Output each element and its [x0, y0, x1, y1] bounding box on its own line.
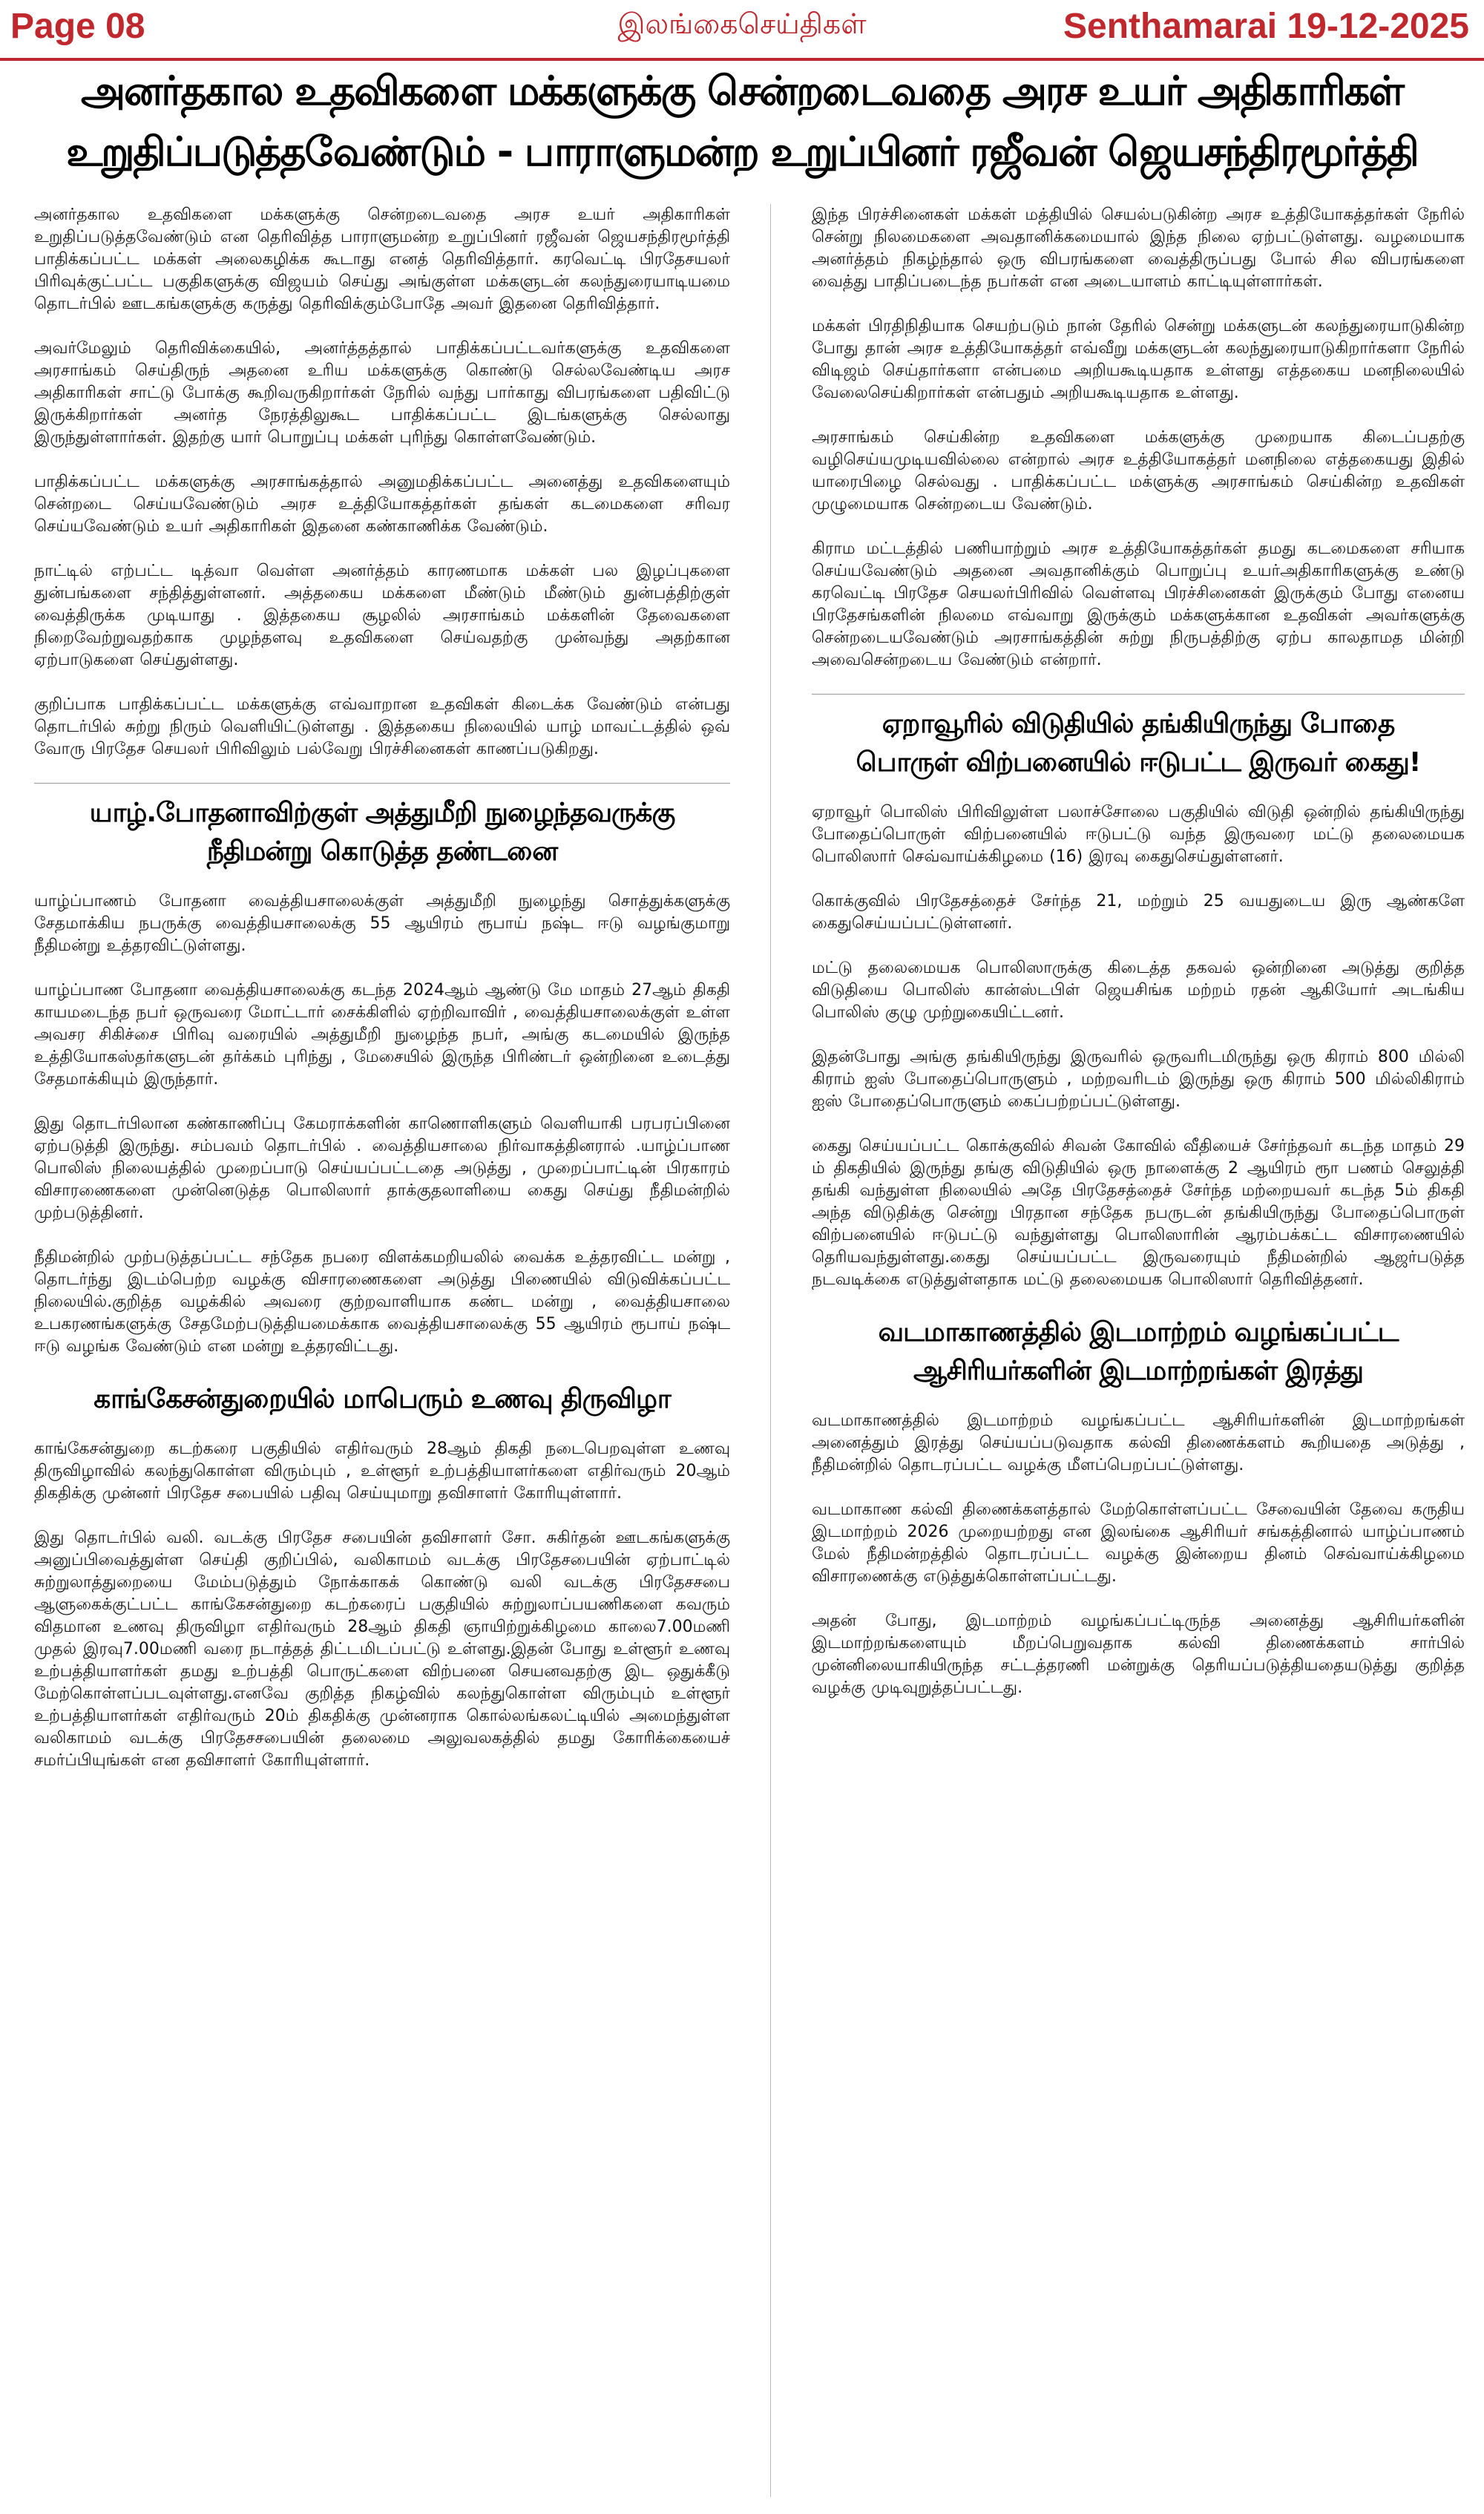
masthead	[0, 0, 1484, 61]
article-paragraph: அரசாங்கம் செய்கின்ற உதவிகளை மக்களுக்கு முறையாக கிடைப்பதற்கு வழிசெய்யமுடியவில்லை என்றால் அரச உத்தியோகத்தர் மனநிலை எத்தகையது இதில் யாரைபிழை செல்வது . பாதிக்கப்பட்ட மக்ளுக்கு அரசாங்கம் செய்கின்ற உதவிகள் முழுமையாக சென்றடைய வேண்டும்.	[812, 428, 1465, 513]
lead-story-part-2	[812, 204, 1465, 672]
lead-headline-line: உறுதிப்படுத்தவேண்டும் - பாராளுமன்ற உறுப்பினர் ரஜீவன் ஜெயசந்திரமூர்த்தி	[66, 128, 1418, 175]
article-paragraph: இதன்போது அங்கு தங்கியிருந்து இருவரில் ஒருவரிடமிருந்து ஒரு கிராம் 800 மில்லி கிராம் ஐஸ் போதைப்பொருளும் , மற்றவரிடம் இருந்து ஒரு கிராம் 500 மில்லிகிராம் ஐஸ் போதைப்பொருளும் கைப்பற்றப்பட்டுள்ளது.	[812, 1048, 1465, 1111]
story-divider	[34, 783, 730, 784]
article-paragraph: காங்கேசன்துறை கடற்கரை பகுதியில் எதிர்வரும் 28ஆம் திகதி நடைபெறவுள்ள உணவு திருவிழாவில் கலந்துகொள்ள விரும்பும் , உள்ளூர் உற்பத்தியாளர்களை எதிர்வரும் 20ஆம் திகதிக்கு முன்னர் பிரதேச சபையில் பதிவு செய்யுமாறு தவிசாளர் கோரியுள்ளார்.	[34, 1440, 730, 1503]
article-paragraph: யாழ்ப்பாணம் போதனா வைத்தியசாலைக்குள் அத்துமீறி நுழைந்து சொத்துக்களுக்கு சேதமாக்கிய நபருக்கு வைத்தியசாலைக்கு 55 ஆயிரம் ரூபாய் நஷ்ட ஈடு வழங்குமாறு நீதிமன்று உத்தரவிட்டுள்ளது.	[34, 892, 730, 955]
article-paragraph: இது தொடர்பில் வலி. வடக்கு பிரதேச சபையின் தவிசாளர் சோ. சுகிர்தன் ஊடகங்களுக்கு அனுப்பிவைத்துள்ள செய்தி குறிப்பில், வலிகாமம் வடக்கு பிரதேசபையின் ஏற்பாட்டில் சுற்றுலாத்துறையை மேம்படுத்தும் நோக்காகக் கொண்டு வலி வடக்கு பிரதேசசபை ஆளுகைக்குட்பட்ட காங்கேசன்துறை கடற்கரைப் பகுதியில் சுற்றுலாப்பயணிகளை கவரும் விதமான உணவு திருவிழா எதிர்வரும் 28ஆம் திகதி ஞாயிற்றுக்கிழமை காலை7.00மணி முதல் இரவு7.00மணி வரை நடாத்தத் திட்டமிடப்பட்டு உள்ளது.இதன் போது உள்ளூர் உணவு உற்பத்தியாளர்கள் தமது உற்பத்தி பொருட்களை விற்பனை செயனவதற்கு இட ஒதுக்கீடு மேற்கொள்ளப்படவுள்ளது.எனவே குறித்த நிகழ்வில் கலந்துகொள்ள விரும்பும் உள்ளூர் உற்பத்தியாளர்கள் எதிர்வரும் 20ம் திகதிக்கு முன்னராக கொல்லங்கலட்டியில் அமைந்துள்ள வலிகாமம் வடக்கு பிரதேசசபையின் தலைமை அலுவலகத்தில் தமது கோரிக்கையைச் சமர்ப்பியுங்கள் என தவிசாளர் கோரியுள்ளார்.	[34, 1529, 730, 1770]
story-headline-line: ஏறாவூரில் விடுதியில் தங்கியிருந்து போதை	[881, 709, 1395, 739]
story-headline: காங்கேசன்துறையில் மாபெரும் உணவு திருவிழா	[93, 1384, 671, 1414]
article-paragraph: கொக்குவில் பிரதேசத்தைச் சேர்ந்த 21, மற்றும் 25 வயதுடைய இரு ஆண்களே கைதுசெய்யப்பட்டுள்ளனர்.	[812, 892, 1465, 933]
article-paragraph: நாட்டில் எற்பட்ட டித்வா வெள்ள அனர்த்தம் காரணமாக மக்கள் பல இழப்புகளை துன்பங்களை சந்தித்துள்ளனர். அத்தகைய மக்களை மீண்டும் மீண்டும் துன்பத்திற்குள் வைத்திருக்க முடியாது . இத்தகைய சூழலில் அரசாங்கம் மக்களின் தேவைகளை நிறைவேற்றுவதற்காக முழந்தளவு உதவிகளை செய்வதற்கு முன்வந்து அதற்கான ஏற்பாடுகளை செய்துள்ளது.	[34, 562, 730, 669]
article-paragraph: கைது செய்யப்பட்ட கொக்குவில் சிவன் கோவில் வீதியைச் சேர்ந்தவர் கடந்த மாதம் 29 ம் திகதியில் இருந்து தங்கு விடுதியில் ஒரு நாளைக்கு 2 ஆயிரம் ரூா பணம் செலுத்தி தங்கி வந்துள்ள நிலையில் அதே பிரதேசத்தைச் சேர்ந்த மற்றையவர் கடந்த 5ம் திகதி அந்த விடுதிக்கு சென்று பிரதான சந்தேக நபருடன் தங்கியிருந்து போதைப்பொருள் விற்பனையில் ஈடுபட்டு வந்துள்ளது பொலிஸாரின் ஆரம்பக்கட்ட விசாரணையில் தெரியவந்துள்ளது.கைது செய்யப்பட்ட இருவரையும் நீதிமன்றில் ஆஜர்படுத்த நடவடிக்கை எடுத்துள்ளதாக மட்டு தலைமையக பொலிஸார் தெரிவித்தனர்.	[812, 1137, 1465, 1289]
article-paragraph: யாழ்ப்பாண போதனா வைத்தியசாலைக்கு கடந்த 2024ஆம் ஆண்டு மே மாதம் 27ஆம் திகதி காயமடைந்த நபர் ஒருவரை மோட்டார் சைக்கிளில் ஏற்றிவாவிர் , வைத்தியசாலைக்குள் உள்ள அவசர சிகிச்சை பிரிவு வரையில் அத்துமீறி நுழைந்த நபர், அங்கு கடமையில் இருந்த உத்தியோகஸ்தர்களுடன் தர்க்கம் புரிந்து , மேசையில் இருந்த பிரிண்டர் ஒன்றினை உடைத்து சேதமாக்கியும் இருந்தார்.	[34, 981, 730, 1089]
article-paragraph: இந்த பிரச்சினைகள் மக்கள் மத்தியில் செயல்படுகின்ற அரச உத்தியோகத்தர்கள் நேரில் சென்று நிலமைகளை அவதானிக்கமையால் இந்த நிலை ஏற்பட்டுள்ளது. வழமையாக அனர்த்தம் நிகழ்ந்தால் ஒரு விபரங்களை வைத்திருப்பது போல் சில விபரங்களை வைத்து பாதிப்படைந்த நபர்கள் என அடையாளம் காட்டியுள்ளார்கள்.	[812, 206, 1465, 291]
story-eravur-arrest	[812, 705, 1465, 1291]
article-paragraph: அனர்தகால உதவிகளை மக்களுக்கு சென்றடைவதை அரச உயர் அதிகாரிகள் உறுதிப்படுத்தவேண்டும் என தெரிவித்த பாராளுமன்ற உறுப்பினர் ரஜீவன் ஜெயசந்திரமூர்த்தி பாதிக்கப்பட்ட மக்கள் அலைகழிக்க கூடாது எனத் தெரிவித்தார். கரவெட்டி பிரதேசயலர் பிரிவுக்குட்பட்ட பகுதிகளுக்கு விஜயம் செய்து அங்குள்ள மக்களுடன் கலந்துரையாடியமை தொடர்பில் ஊடகங்களுக்கு கருத்து தெரிவிக்கும்போதே அவர் இதனை தெரிவித்தார்.	[34, 206, 730, 313]
right-column	[812, 204, 1465, 2504]
left-column	[34, 204, 730, 2504]
story-headline-line: யாழ்.போதனாவிற்குள் அத்துமீறி நுழைந்தவருக்கு	[89, 798, 675, 828]
page-number: Page 08	[10, 7, 145, 46]
story-headline	[34, 794, 730, 871]
story-jaffna-hospital	[34, 794, 730, 1358]
article-paragraph: அவர்மேலும் தெரிவிக்கையில், அனர்த்தத்தால் பாதிக்கப்பட்டவர்களுக்கு உதவிகளை அரசாங்கம் செய்திருந் அதனை உரிய மக்களுக்கு கொண்டு செல்லவேண்டிய அரச அதிகாரிகள் சாட்டு போக்கு கூறிவருகிறார்கள் நேரில் வந்து பார்காது விபரங்களை பதிவிட்டு இருக்கிறார்கள் அனர்த நேரத்திலுகூட பாதிக்கப்பட்ட இடங்களுக்கு செல்லாது இருந்துள்ளார்கள். இதற்கு யார் பொறுப்பு மக்கள் புரிந்து கொள்ளவேண்டும்.	[34, 339, 730, 447]
column-divider	[770, 204, 771, 2497]
story-headline-line: வடமாகாணத்தில் இடமாற்றம் வழங்கப்பட்ட	[878, 1317, 1399, 1348]
story-divider	[812, 694, 1465, 695]
article-paragraph: வடமாகாண கல்வி திணைக்களத்தால் மேற்கொள்ளப்பட்ட சேவையின் தேவை கருதிய இடமாற்றம் 2026 முறையற்றது என இலங்கை ஆசிரியர் சங்கத்தினால் யாழ்ப்பாணம் மேல் நீதிமன்றத்தில் தொடரப்பட்ட வழக்கு இன்றைய தினம் செவ்வாய்க்கிழமை விசாரணைக்கு எடுத்துக்கொள்ளப்பட்டது.	[812, 1500, 1465, 1586]
article-paragraph: இது தொடர்பிலான கண்காணிப்பு கேமராக்களின் காணொளிகளும் வெளியாகி பரபரப்பினை ஏற்படுத்தி இருந்து. சம்பவம் தொடர்பில் . வைத்தியசாலை நிர்வாகத்தினரால் .யாழ்ப்பாண பொலிஸ் நிலையத்தில் முறைப்பாடு செய்யப்பட்டதை அடுத்து , முறைப்பாட்டின் பிரகாரம் விசாரணைகளை முன்னெடுத்த பொலிஸார் தாக்குதலாளியை கைது செய்து நீதிமன்றில் முற்படுத்தினர்.	[34, 1115, 730, 1222]
story-headline	[812, 705, 1465, 782]
paper-name: இலங்கைசெய்திகள்	[617, 7, 867, 40]
story-teacher-transfers	[812, 1313, 1465, 1699]
article-paragraph: நீதிமன்றில் முற்படுத்தப்பட்ட சந்தேக நபரை விளக்கமறியலில் வைக்க உத்தரவிட்ட மன்று , தொடர்ந்து இடம்பெற்ற வழக்கு விசாரணைகளை அடுத்து பிணையில் விடுவிக்கப்பட்ட நிலையில்.குறித்த வழக்கில் அவரை குற்றவாளியாக கண்ட மன்று , வைத்தியசாலை உபகரணங்களுக்கு சேதமேற்படுத்தியமைக்காக வைத்தியசாலைக்கு 55 ஆயிரம் ரூபாய் நஷ்ட ஈடு வழங்க வேண்டும் என மன்று உத்தரவிட்டது.	[34, 1248, 730, 1356]
article-paragraph: மக்கள் பிரதிநிதியாக செயற்படும் நான் தேரில் சென்று மக்களுடன் கலந்துரையாடுகின்ற போது தான் அரச உத்தியோகத்தர் எவ்வீறு மக்களுடன் கலந்துரையாடுகிறார்களா நேரில் விடிஜம் செய்தார்களா என்பமை அறியகூடியதாக உள்ளது எத்தகைய மனநிலையில் வேலைசெய்கிறார்கள் என்பதும் அறியகூடியதாக உள்ளது.	[812, 317, 1465, 402]
story-headline-line: பொருள் விற்பனையில் ஈடுபட்ட இருவர் கைது!	[856, 747, 1421, 778]
story-headline-line: ஆசிரியர்களின் இடமாற்றங்கள் இரத்து	[913, 1356, 1363, 1386]
article-paragraph: பாதிக்கப்பட்ட மக்களுக்கு அரசாங்கத்தால் அனுமதிக்கப்பட்ட அனைத்து உதவிகளையும் சென்றடை செய்யவேண்டும் அரச உத்தியோகத்தர்கள் தங்கள் கடமைகளை சரிவர செய்யவேண்டும் உயர் அதிகாரிகள் இதனை கண்காணிக்க வேண்டும்.	[34, 473, 730, 536]
lead-headline	[30, 61, 1454, 193]
edition-date: Senthamarai 19-12-2025	[1063, 7, 1469, 46]
article-paragraph: மட்டு தலைமையக பொலிஸாருக்கு கிடைத்த தகவல் ஒன்றினை அடுத்து குறித்த விடுதியை பொலிஸ் கான்ஸ்டபிள் ஜெயசிங்க மற்றம் ரதன் ஆகியோர் அடங்கிய பொலிஸ் குழு முற்றுகையிட்டனர்.	[812, 959, 1465, 1022]
article-paragraph: குறிப்பாக பாதிக்கப்பட்ட மக்களுக்கு எவ்வாறான உதவிகள் கிடைக்க வேண்டும் என்பது தொடர்பில் சுற்று நிரும் வெளியிட்டுள்ளது . இத்தகைய நிலையில் யாழ் மாவட்டத்தில் ஒவ் வோரு பிரதேச செயலர் பிரிவிலும் பல்வேறு பிரச்சினைகள் காணப்படுகிறது.	[34, 695, 730, 758]
article-paragraph: அதன் போது, இடமாற்றம் வழங்கப்பட்டிருந்த அனைத்து ஆசிரியர்களின் இடமாற்றங்களையும் மீறப்பெறுவதாக கல்வி திணைக்களம் சார்பில் முன்னிலையாகியிருந்த சட்டத்தரணி மன்றுக்கு தெரியப்படுத்தியதையடுத்து குறித்த வழக்கு முடிவுறுத்தப்பட்டது.	[812, 1612, 1465, 1697]
article-paragraph: வடமாகாணத்தில் இடமாற்றம் வழங்கப்பட்ட ஆசிரியர்களின் இடமாற்றங்கள் அனைத்தும் இரத்து செய்யப்படுவதாக கல்வி திணைக்களம் கூறியதை அடுத்து , நீதிமன்றில் தொடரப்பட்ட வழக்கு மீளப்பெறப்பட்டுள்ளது.	[812, 1411, 1465, 1474]
article-paragraph: கிராம மட்டத்தில் பணியாற்றும் அரச உத்தியோகத்தர்கள் தமது கடமைகளை சரியாக செய்யவேண்டும் அதனை அவதானிக்கும் பொறுப்பு உயர்அதிகாரிகளுக்கு உண்டு கரவெட்டி பிரதேச செயலர்பிரிவில் வெள்ளவு பிரச்சினைகள் இருக்கும் போது எனைய பிரதேசங்களின் நிலமை எவ்வாறு இருக்கும் மக்களுக்கான உதவிகள் அவர்களுக்கு சென்றடையவேண்டும் அரசாங்கத்தின் சுற்று நிருபத்திற்கு ஏற்ப காலதாமத மின்றி அவைசென்றடைய வேண்டும் என்றார்.	[812, 539, 1465, 669]
article-paragraph: ஏறாவூர் பொலிஸ் பிரிவிலுள்ள பலாச்சோலை பகுதியில் விடுதி ஒன்றில் தங்கியிருந்து போதைப்பொருள் விற்பனையில் ஈடுபட்டு வந்த இருவரை மட்டு தலைமையக பொலிஸார் செவ்வாய்க்கிழமை (16) இரவு கைதுசெய்துள்ளனர்.	[812, 803, 1465, 866]
lead-story-part-1	[34, 204, 730, 761]
lead-headline-line: அனர்தகால உதவிகளை மக்களுக்கு சென்றடைவதை அரச உயர் அதிகாரிகள்	[80, 68, 1404, 114]
story-kks-festival	[34, 1380, 730, 1772]
story-headline	[812, 1313, 1465, 1391]
story-headline-line: நீதிமன்று கொடுத்த தண்டனை	[206, 836, 558, 867]
